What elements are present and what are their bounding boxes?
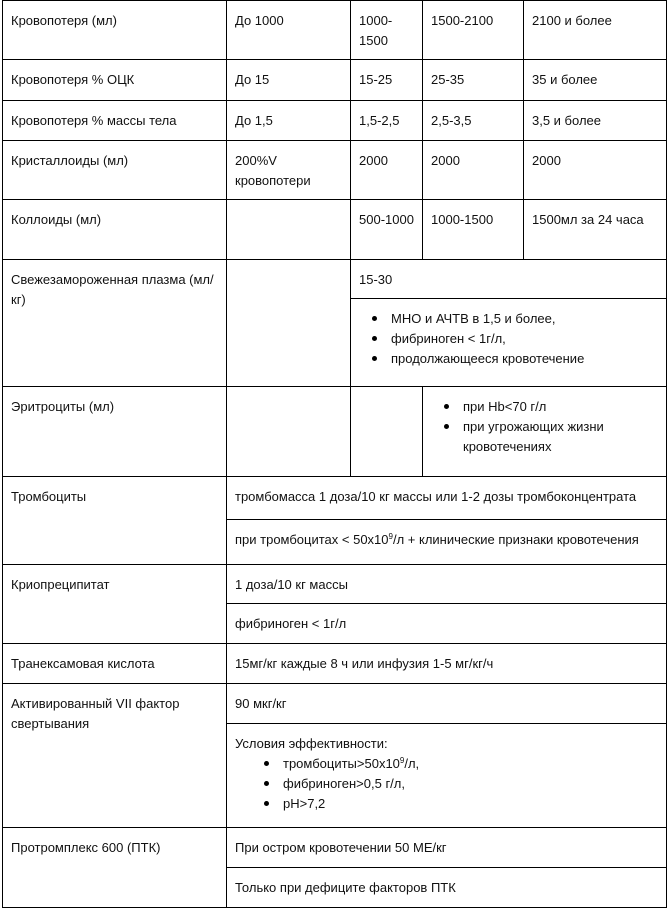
list-item: продолжающееся кровотечение (391, 349, 658, 369)
row-label: Кристаллоиды (мл) (3, 141, 227, 200)
superscript: 9 (399, 756, 405, 765)
cell-dose: тромбомасса 1 доза/10 кг массы или 1-2 дозы тромбоконцентрата (227, 477, 667, 520)
cell-value (227, 200, 351, 260)
row-label: Протромплекс 600 (ПТК) (3, 828, 227, 908)
row-blood-loss-bcv (3, 60, 667, 101)
cell-empty (227, 260, 351, 387)
list-item: при Hb<70 г/л (463, 397, 658, 417)
cell-dose: 1 доза/10 кг массы (227, 565, 667, 604)
row-label: Кровопотеря (мл) (3, 1, 227, 60)
row-label: Коллоиды (мл) (3, 200, 227, 260)
row-label: Криопреципитат (3, 565, 227, 644)
cell-empty (351, 387, 423, 477)
row-platelets (3, 477, 667, 520)
cell-indications (423, 387, 667, 477)
cell-value: 3,5 и более (524, 101, 667, 141)
list-item: фибриноген < 1г/л, (391, 329, 658, 349)
list-item: фибриноген>0,5 г/л, (283, 774, 658, 794)
cell-value: 2000 (423, 141, 524, 200)
cell-conditions (227, 724, 667, 828)
cell-dose: 15мг/кг каждые 8 ч или инфузия 1-5 мг/кг/ч (227, 644, 667, 684)
cell-value: До 1000 (227, 1, 351, 60)
row-factor7 (3, 684, 667, 724)
indication-list (431, 397, 658, 457)
row-cryo (3, 565, 667, 604)
cell-value: 35 и более (524, 60, 667, 101)
list-item (283, 754, 658, 774)
cell-indication: фибриноген < 1г/л (227, 604, 667, 644)
row-label: Свежезамороженная плазма (мл/кг) (3, 260, 227, 387)
row-label: Тромбоциты (3, 477, 227, 565)
text-part: /л, (404, 756, 420, 771)
cell-value: 2000 (351, 141, 423, 200)
list-item: при угрожающих жизни кровотечениях (463, 417, 658, 457)
indication-list (359, 309, 658, 369)
cell-indication: Только при дефиците факторов ПТК (227, 868, 667, 908)
row-blood-loss-ml (3, 1, 667, 60)
cell-value: 2,5-3,5 (423, 101, 524, 141)
row-ffp (3, 260, 667, 299)
cell-dose: 90 мкг/кг (227, 684, 667, 724)
cell-value: 500-1000 (351, 200, 423, 260)
cell-empty (227, 387, 351, 477)
cell-value: 200%V кровопотери (227, 141, 351, 200)
row-label: Транексамовая кислота (3, 644, 227, 684)
conditions-title: Условия эффективности: (235, 736, 388, 751)
text-part: /л + клинические признаки кровотечения (392, 532, 639, 547)
transfusion-table (2, 0, 667, 908)
cell-indications (351, 299, 667, 387)
row-label: Кровопотеря % массы тела (3, 101, 227, 141)
row-colloids (3, 200, 667, 260)
cell-value: 2000 (524, 141, 667, 200)
cell-value: 1000-1500 (423, 200, 524, 260)
cell-value: 15-25 (351, 60, 423, 101)
list-item: pH>7,2 (283, 794, 658, 814)
cell-value: До 1,5 (227, 101, 351, 141)
row-txa (3, 644, 667, 684)
text-part: тромбоциты>50х10 (283, 756, 400, 771)
conditions-list (235, 754, 658, 814)
row-label: Эритроциты (мл) (3, 387, 227, 477)
superscript: 9 (388, 532, 393, 541)
cell-value: 1500мл за 24 часа (524, 200, 667, 260)
cell-dose: При остром кровотечении 50 МЕ/кг (227, 828, 667, 868)
cell-dose: 15-30 (351, 260, 667, 299)
cell-value: До 15 (227, 60, 351, 101)
cell-value: 1500-2100 (423, 1, 524, 60)
cell-value: 25-35 (423, 60, 524, 101)
row-label: Активированный VII фактор свертывания (3, 684, 227, 828)
cell-indication (227, 520, 667, 565)
row-rbc (3, 387, 667, 477)
row-blood-loss-body-mass (3, 101, 667, 141)
cell-value: 2100 и более (524, 1, 667, 60)
text-part: при тромбоцитах < 50х10 (235, 532, 389, 547)
cell-value: 1000-1500 (351, 1, 423, 60)
list-item: МНО и АЧТВ в 1,5 и более, (391, 309, 658, 329)
row-crystalloids (3, 141, 667, 200)
row-label: Кровопотеря % ОЦК (3, 60, 227, 101)
row-pcc (3, 828, 667, 868)
cell-value: 1,5-2,5 (351, 101, 423, 141)
